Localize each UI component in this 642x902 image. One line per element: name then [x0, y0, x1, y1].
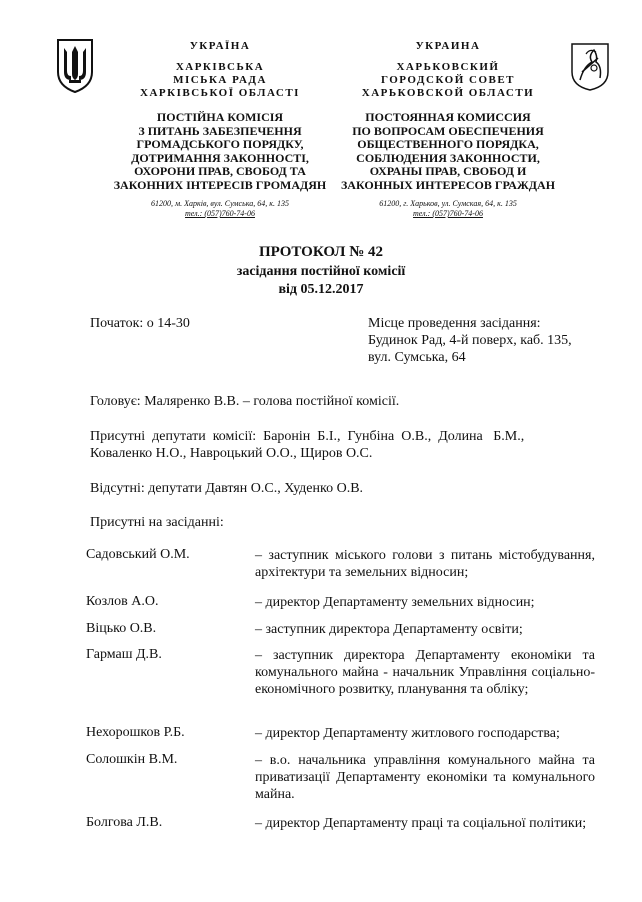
- address-ru-phone: тел.: (057)760-74-06: [413, 209, 483, 218]
- council-name-ru-line3: ХАРЬКОВСКОЙ ОБЛАСТИ: [361, 87, 535, 99]
- commission-ua-line2: З ПИТАНЬ ЗАБЕЗПЕЧЕННЯ: [138, 123, 302, 138]
- present-deputies-line1: Присутні депутати комісії: Баронін Б.І., Гунбіна О.В., Долина Б.М.,: [90, 429, 525, 444]
- attendee-name: Нехорошков Р.Б.: [86, 725, 185, 740]
- address-ru-street: 61200, г. Харьков, ул. Сумская, 64, к. 135: [379, 199, 517, 208]
- protocol-date: від 05.12.2017: [278, 282, 364, 297]
- header-russian: [333, 40, 563, 100]
- present-heading: Присутні на засіданні:: [90, 515, 224, 530]
- commission-ru-line2: ПО ВОПРОСАМ ОБЕСПЕЧЕНИЯ: [352, 123, 544, 138]
- header-ukrainian: [105, 40, 335, 100]
- chair-line: Головує: Маляренко В.В. – голова постійної комісії.: [90, 394, 400, 409]
- address-ua-street: 61200, м. Харків, вул. Сумська, 64, к. 135: [151, 199, 289, 208]
- attendee-name: Гармаш Д.В.: [86, 647, 162, 662]
- commission-ru-line5: ОХРАНЫ ПРАВ, СВОБОД И: [369, 164, 527, 178]
- address-ua: [110, 199, 330, 219]
- council-name-ua-line3: ХАРКІВСЬКОЇ ОБЛАСТІ: [140, 87, 300, 99]
- council-name-ua-line1: ХАРКІВСЬКА: [175, 61, 265, 73]
- meeting-start: Початок: о 14-30: [90, 316, 190, 331]
- meeting-place-line1: Місце проведення засідання:: [368, 316, 541, 331]
- country-name-ua: УКРАЇНА: [189, 40, 251, 52]
- attendee-role: – в.о. начальника управління комунального майна та приватизації Департаменту економіки та комунального майна.: [255, 753, 595, 802]
- absent-line: Відсутні: депутати Давтян О.С., Худенко О.В.: [90, 481, 364, 496]
- present-deputies-line2: Коваленко Н.О., Навроцький О.О., Щиров О.С.: [90, 446, 373, 461]
- council-name-ru-line2: ГОРОДСКОЙ СОВЕТ: [380, 74, 516, 86]
- commission-name-ru: [328, 111, 568, 192]
- commission-ru-line4: СОБЛЮДЕНИЯ ЗАКОННОСТИ,: [356, 150, 540, 165]
- attendee-name: Солошкін В.М.: [86, 752, 178, 767]
- address-ua-phone: тел.: (057)760-74-06: [185, 209, 255, 218]
- meeting-place-line3: вул. Сумська, 64: [368, 350, 466, 365]
- address-ru: [338, 199, 558, 219]
- attendee-role: – директор Департаменту земельних відносин;: [255, 595, 535, 610]
- attendee-role: – заступник директора Департаменту освіти;: [255, 622, 523, 637]
- commission-ua-line1: ПОСТІЙНА КОМІСІЯ: [156, 110, 284, 124]
- attendee-name: Віцько О.В.: [86, 621, 157, 636]
- attendee-role: – заступник директора Департаменту економіки та комунального майна - начальник Управління соціально-економічного розвитку, планування та обліку;: [255, 648, 595, 697]
- meeting-place: [368, 315, 608, 366]
- commission-ua-line6: ЗАКОННИХ ІНТЕРЕСІВ ГРОМАДЯН: [113, 177, 327, 192]
- commission-ru-line1: ПОСТОЯННАЯ КОМИССИЯ: [365, 110, 531, 124]
- attendee-name: Козлов А.О.: [86, 594, 159, 609]
- attendee-role: – заступник міського голови з питань містобудування, архітектури та земельних відносин;: [255, 548, 595, 580]
- commission-ru-line6: ЗАКОННЫХ ИНТЕРЕСОВ ГРАЖДАН: [340, 177, 556, 192]
- protocol-title: ПРОТОКОЛ № 42: [258, 244, 384, 260]
- attendee-role: – директор Департаменту праці та соціальної політики;: [255, 816, 587, 831]
- commission-ua-line5: ОХОРОНИ ПРАВ, СВОБОД ТА: [134, 164, 306, 178]
- council-name-ua-line2: МІСЬКА РАДА: [173, 74, 267, 86]
- country-name-ru: УКРАИНА: [415, 40, 481, 52]
- kharkiv-city-emblem-icon: [570, 42, 610, 92]
- present-deputies: [90, 428, 610, 462]
- ukraine-coat-of-arms-icon: [55, 38, 95, 94]
- attendee-role: – директор Департаменту житлового господарства;: [255, 726, 560, 741]
- commission-ru-line3: ОБЩЕСТВЕННОГО ПОРЯДКА,: [357, 137, 539, 151]
- attendee-name: Садовський О.М.: [86, 547, 190, 562]
- council-name-ru-line1: ХАРЬКОВСКИЙ: [396, 61, 500, 73]
- attendee-name: Болгова Л.В.: [86, 815, 163, 830]
- commission-ua-line4: ДОТРИМАННЯ ЗАКОННОСТІ,: [131, 150, 309, 165]
- commission-name-ua: [100, 111, 340, 192]
- meeting-place-line2: Будинок Рад, 4-й поверх, каб. 135,: [368, 333, 572, 348]
- commission-ua-line3: ГРОМАДСЬКОГО ПОРЯДКУ,: [136, 137, 304, 151]
- protocol-subtitle: засідання постійної комісії: [236, 264, 406, 279]
